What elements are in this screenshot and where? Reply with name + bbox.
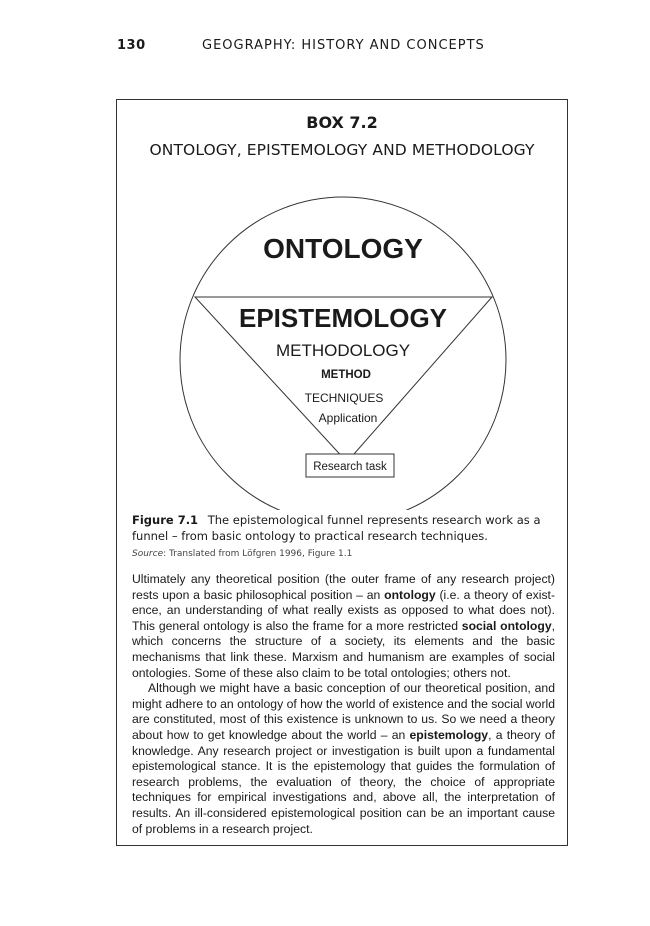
box-body-text — [132, 572, 555, 837]
techniques-label: TECHNIQUES — [304, 391, 384, 405]
research-task-label: Research task — [313, 461, 387, 473]
figure-caption-text: The epistemological funnel represents research work as a funnel – from basic ontology to practical research techniques. — [132, 513, 541, 543]
box-label: BOX 7.2 — [306, 113, 378, 132]
figure-label: Figure 7.1 — [132, 513, 199, 527]
term-ontology: ontology — [384, 587, 436, 602]
ontology-label: ONTOLOGY — [263, 233, 423, 264]
epistemology-label: EPISTEMOLOGY — [238, 303, 448, 333]
text-run: (i.e. a theory of existence, an understanding of what really exists as opposed to what does not). This general ontology is also the frame for a more restricted — [132, 587, 556, 633]
term-social-ontology: social ontology — [461, 618, 552, 633]
paragraph-epistemology — [132, 681, 555, 837]
figure-source — [132, 549, 556, 559]
text-run: Ultimately any theoretical position (the outer frame of any research project) rests upon a basic philosophical position – an — [132, 572, 555, 602]
source-text: : Translated from Löfgren 1996, Figure 1.1 — [163, 549, 353, 559]
methodology-label: METHODOLOGY — [275, 341, 411, 360]
box-7-2 — [116, 99, 568, 846]
application-label: Application — [318, 411, 378, 425]
source-label: Source — [132, 549, 164, 559]
figure-caption — [132, 512, 556, 544]
page-number: 130 — [117, 38, 146, 53]
term-epistemology: epistemology — [409, 727, 489, 742]
text-run: , a theory of knowledge. Any research project or investigation is built upon a fundamental epistemological stance. It is the epistemology that guides the formulation of research problems, the evaluation of theory, the choice of appropriate techniques for empirical investigations and, above all, the interpretation of results. An ill-considered epistemological position can be an important cause of problems in a research project. — [132, 727, 555, 836]
running-head: GEOGRAPHY: HISTORY AND CONCEPTS — [202, 38, 485, 53]
paragraph-ontology — [132, 572, 555, 681]
method-label: METHOD — [321, 369, 371, 381]
text-run: Although we might have a basic conception of our theoretical position, and might adhere to an ontology of how the world of existence and the social world are constituted, most of this existence is unknown to us. So we need a theory about how to get knowledge about the world – an — [132, 681, 555, 742]
box-title: ONTOLOGY, EPISTEMOLOGY AND METHODOLOGY — [149, 141, 535, 159]
text-run: , which concerns the structure of a society, its elements and the basic mechanisms that link these. Marxism and humanism are examples of social ontologies. Some of these also claim to be total ontologies; others not. — [132, 618, 555, 680]
epistemological-funnel-diagram — [117, 100, 569, 510]
